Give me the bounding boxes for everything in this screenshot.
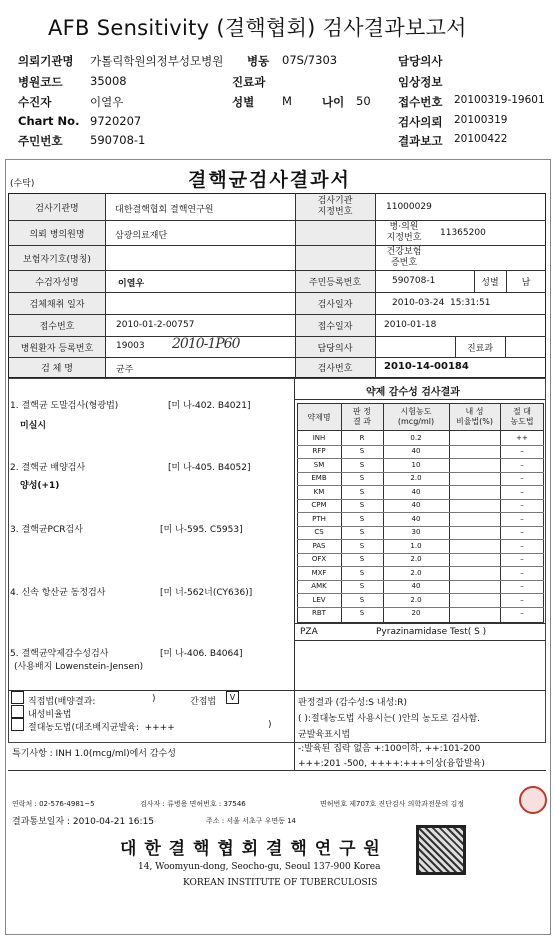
absolute-close-paren: ) [268,720,272,730]
form-title: 결핵균검사결과서 [188,169,351,191]
sens-cell: 40 [411,582,421,591]
patient-no-label: 병원환자 등록번호 [20,343,94,354]
sens-cell: 40 [411,487,421,496]
recv-date-value: 2010-01-18 [384,320,437,330]
test-name-3: 3. 결핵균PCR검사 [10,525,83,535]
sens-cell: – [520,487,524,496]
sens-cell: – [520,501,524,510]
sens-cell: – [520,528,524,537]
hl-value-3: 9720207 [90,114,142,128]
footer-addr-en: 14, Woomyun-dong, Seocho-gu, Seoul 137-900 Korea [138,862,381,872]
hr-label-3: 검사의뢰 [398,115,443,129]
sens-cell [449,512,500,526]
test-code-1: [미 나-402. B4021] [168,401,251,411]
sens-cell: 30 [411,528,421,537]
sens-cell: 20 [411,609,421,618]
sens-cell: PAS [312,541,326,550]
sens-cell [449,458,500,472]
recv-date-label: 접수일자 [317,322,353,332]
sens-cell: SM [313,460,325,469]
sens-header-conc: 시험농도 (mcg/ml) [397,407,435,426]
dept-label-form: 진료과 [466,343,494,354]
sex-value-form: 남 [521,278,531,288]
sens-cell: S [359,595,365,604]
sens-cell: MXF [311,568,327,577]
absolute-checkbox[interactable] [11,718,24,731]
sens-cell: – [520,568,524,577]
hr-value-4: 20100422 [454,133,508,145]
sens-cell: EMB [311,474,327,483]
report-title: AFB Sensitivity (결핵협회) 검사결과보고서 [48,16,467,40]
sens-cell: – [520,447,524,456]
sens-cell: 1.0 [410,541,422,550]
hl-label-2: 수진자 [18,95,52,109]
req-no-value: 11365200 [440,228,486,238]
name-label: 수검자성명 [35,278,79,288]
sens-cell: OFX [311,555,327,564]
sens-cell: S [359,582,365,591]
hl-value-0: 가톨릭학원의정부성모병원 [90,54,224,68]
specimen-label: 검 체 명 [41,364,73,374]
sens-cell: KM [313,487,325,496]
hr-label-1: 임상정보 [398,75,443,89]
footer-org: 대 한 결 핵 협 회 결 핵 연 구 원 [120,839,381,859]
sens-cell: 2.0 [410,474,422,483]
sens-cell: 10 [411,460,421,469]
sens-cell: S [359,474,365,483]
sens-cell [449,553,500,567]
sens-cell: – [520,609,524,618]
pza-value: Pyrazinamidase Test( S ) [376,627,487,637]
sens-cell: – [520,595,524,604]
indirect-label: 간접법 [190,697,217,707]
red-seal-icon [519,786,547,814]
hl-value-1: 35008 [90,74,127,88]
direct-checkbox[interactable] [11,691,24,704]
footer-address: 주소 : 서울 서초구 우면동 14 [206,817,297,825]
sens-cell: – [520,582,524,591]
sens-cell: INH [312,433,326,442]
sens-cell: – [520,460,524,469]
sens-header-judge: 판 정 결 과 [353,407,371,426]
sens-cell: LEV [312,595,326,604]
sens-cell: CPM [311,501,327,510]
sens-cell [449,472,500,486]
sens-cell: RFP [312,447,326,456]
req-label: 의뢰 병의원명 [29,229,85,240]
test-code-5: [미 나-406. B4064] [160,649,243,659]
sens-cell [449,445,500,459]
test-date-label: 검사일자 [317,300,353,310]
sens-header-abs: 절 대 농도법 [510,407,534,426]
test-result-5: (사용배지 Lowenstein-Jensen) [14,662,144,672]
sens-cell [449,526,500,540]
test-name-5: 5. 결핵균약제감수성검사 [10,649,109,659]
sens-cell: CS [314,528,324,537]
sens-cell: RBT [312,609,326,618]
sex-label-form: 성별 [481,278,499,288]
age-label: 나이 [322,95,345,109]
test-date-value: 2010-03-24 15:31:51 [392,298,491,308]
footer-org-en: KOREAN INSTITUTE OF TUBERCULOSIS [183,878,378,888]
lab-no-label: 검사기관 지정번호 [317,196,353,217]
insur-label: 보험자기호(명칭) [23,254,91,265]
sens-cell: – [520,541,524,550]
test-no-label: 검사번호 [317,364,353,374]
direct-label: 직접법(배양결과: [28,697,96,707]
footer-specialist: 면허번호 제707호 진단검사 의학과전문의 김정 [320,800,464,808]
test-code-4: [미 너-562너(CY636)] [160,588,253,598]
sens-cell: 2.0 [410,595,422,604]
judge-line-3: -:발육된 집락 없음 +:100이하, ++:101-200 [298,744,481,754]
footer-contact: 연락처 : 02-576-4981~5 [12,800,95,808]
test-result-1: 미실시 [20,421,47,431]
sens-cell: S [359,487,365,496]
sens-header-ratio: 내 성 비율법(%) [455,407,494,426]
hl-label-0: 의뢰기관명 [18,54,74,68]
sens-cell: S [359,541,365,550]
form-stub: (수탁) [10,179,35,189]
patient-no-value: 19003 [116,341,145,351]
sens-cell [449,580,500,594]
sens-cell [449,593,500,607]
sens-cell: S [359,460,365,469]
judge-line-2: 균발육표시법 [298,730,351,740]
ratio-label: 내성비율법 [28,710,72,720]
sens-cell: 40 [411,447,421,456]
sens-cell: 40 [411,501,421,510]
institute-seal-icon [416,825,466,875]
rrn-label: 주민등록번호 [308,278,362,288]
direct-close-paren: ) [152,694,156,704]
sens-cell: 40 [411,514,421,523]
test-code-2: [미 나-405. B4052] [168,463,251,473]
sens-cell: PTH [312,514,326,523]
name-value: 이열우 [118,279,145,289]
sens-cell: – [520,555,524,564]
test-name-2: 2. 결핵균 배양검사 [10,463,86,473]
sens-cell [449,485,500,499]
sex-label: 성별 [232,95,255,109]
sens-cell: S [359,568,365,577]
test-result-2: 양성(+1) [20,481,60,491]
absolute-label: 절대농도법(대조배지균발육: ++++ [28,723,175,733]
patient-no-handwriting: 2010-1P60 [172,336,240,352]
req-no-label: 병·의원 지정번호 [386,222,422,243]
ward-label: 병동 [247,54,270,68]
sens-cell: S [359,514,365,523]
rrn-value: 590708-1 [392,276,436,286]
special-note: 특기사항 : INH 1.0(mcg/ml)에서 감수성 [12,749,176,759]
recv-no-label: 접수번호 [39,322,75,332]
lab-value: 대한결핵협회 결핵연구원 [115,205,214,215]
sens-cell: S [359,528,365,537]
sens-cell [449,499,500,513]
sens-title: 약제 감수성 검사결과 [366,387,460,398]
sens-cell: ++ [516,433,528,442]
indirect-checkbox[interactable]: V [226,691,239,704]
lab-no-value: 11000029 [386,202,432,212]
judge-line-0: 판정결과 (감수성:S 내성:R) [298,698,408,708]
test-no-value: 2010-14-00184 [384,361,469,372]
sens-cell: S [359,501,365,510]
recv-no-value: 2010-01-2-00757 [116,320,195,330]
test-code-3: [미 나-595. C5953] [160,525,243,535]
test-name-1: 1. 결핵균 도말검사(형광법) [10,401,119,411]
hl-value-2: 이열우 [90,95,124,109]
sens-header-drug: 약제명 [307,412,331,422]
collect-label: 검체채취 일자 [29,300,85,310]
footer-report-date: 결과통보일자 : 2010-04-21 16:15 [12,817,155,827]
sens-cell [449,607,500,621]
sens-cell: – [520,514,524,523]
sens-cell: S [359,609,365,618]
hr-label-0: 담당의사 [398,54,443,68]
hl-label-1: 병원코드 [18,75,63,89]
judge-line-4: +++:201 -500, ++++:+++이상(융합발육) [298,759,485,769]
sens-cell: – [520,474,524,483]
hl-label-3: Chart No. [18,114,80,128]
hr-value-3: 20100319 [454,114,508,126]
test-name-4: 4. 신속 항산균 동정검사 [10,588,106,598]
pza-label: PZA [300,627,318,637]
sens-cell: S [359,555,365,564]
sens-cell [449,539,500,553]
hr-label-2: 접수번호 [398,95,443,109]
hr-value-2: 20100319-19601 [454,94,545,106]
doctor-label: 담당의사 [317,343,353,354]
ratio-checkbox[interactable] [11,705,24,718]
ward-value: 07S/7303 [282,53,338,67]
sens-cell: 0.2 [410,433,422,442]
req-value: 삼광의료재단 [115,231,168,241]
insur-no-label: 건강보험 증번호 [386,247,422,268]
sens-cell: 2.0 [410,568,422,577]
sens-cell: 2.0 [410,555,422,564]
footer-inspector: 검사자 : 류병용 면허번호 : 37546 [140,800,246,808]
sex-value: M [282,94,292,108]
hl-value-4: 590708-1 [90,133,146,147]
specimen-value: 균주 [116,365,134,375]
hr-label-4: 결과보고 [398,134,443,148]
sens-cell: R [359,433,365,442]
dept-label: 진료과 [232,75,266,89]
sens-cell [449,566,500,580]
sens-cell: S [359,447,365,456]
age-value: 50 [356,94,371,108]
lab-label: 검사기관명 [35,203,79,214]
hl-label-4: 주민번호 [18,134,63,148]
judge-line-1: ( ):절대농도법 사용시는( )안의 농도로 검사함. [298,714,481,724]
sens-cell: AMK [311,582,327,591]
sens-cell [449,431,500,445]
